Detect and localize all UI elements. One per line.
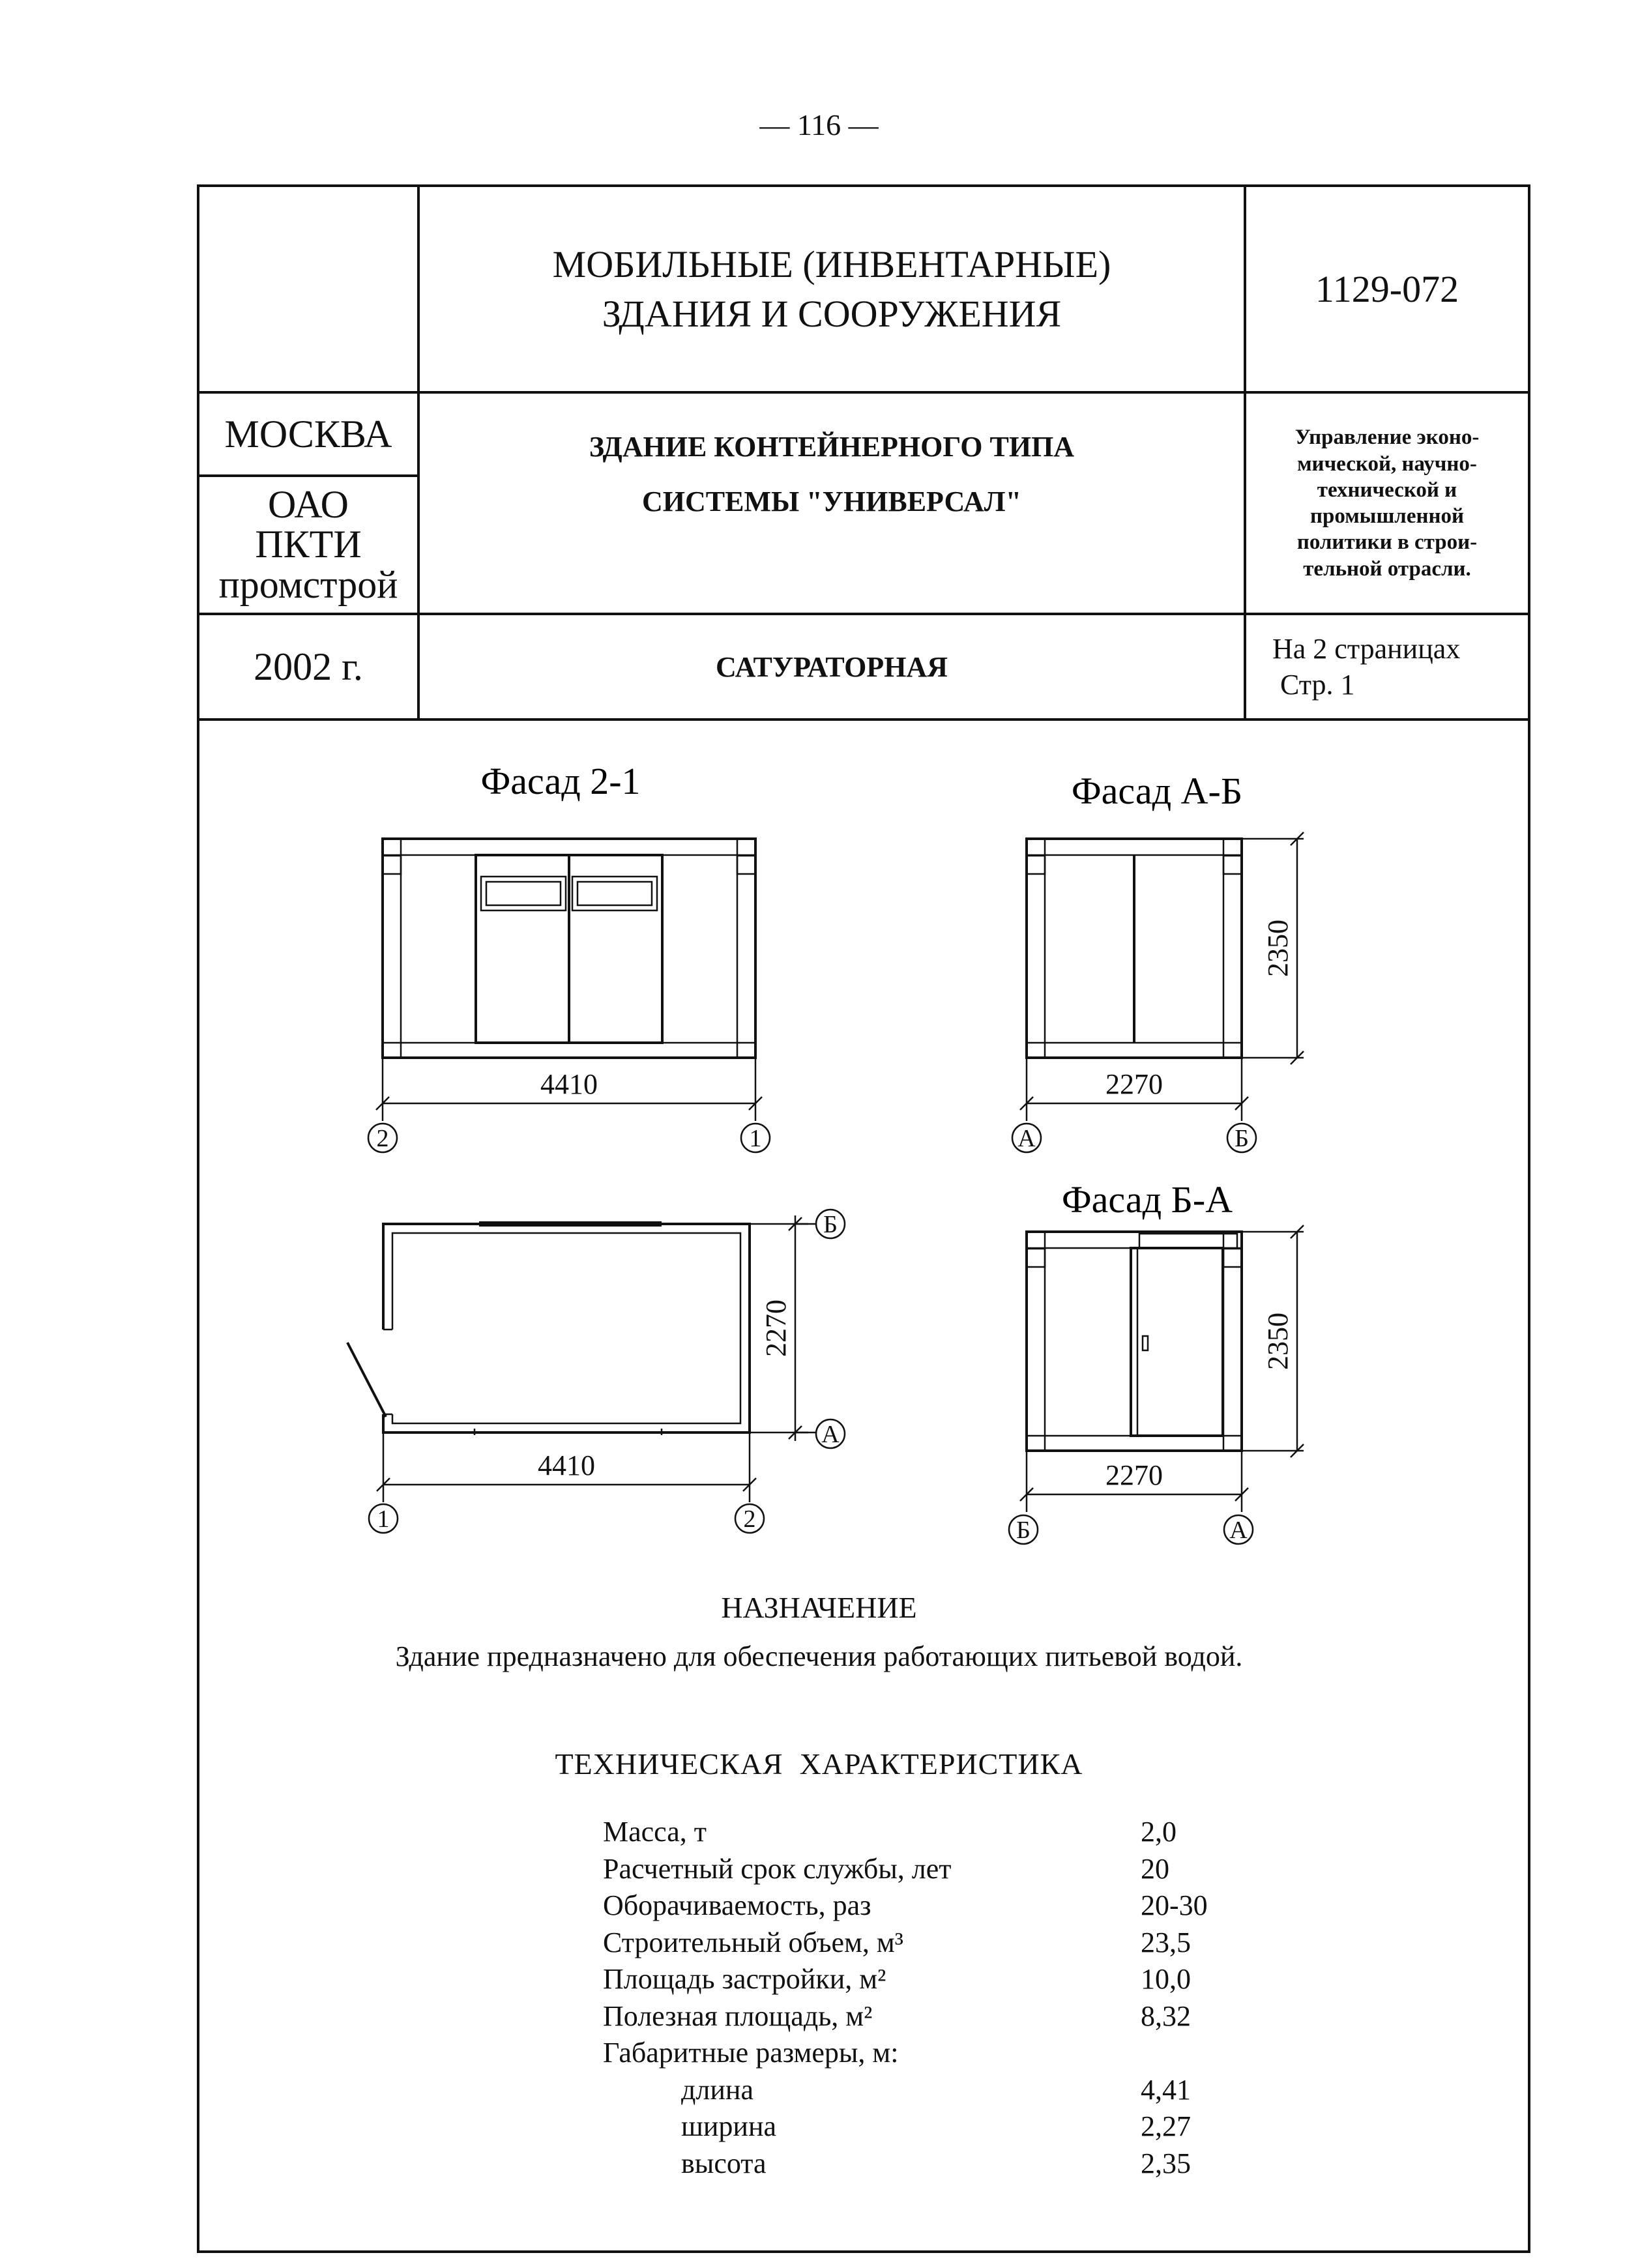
page-count-current: Стр. 1 [1280, 669, 1355, 701]
facade-ba-title: Фасад Б-А [1061, 1178, 1233, 1221]
spec-label: Габаритные размеры, м: [603, 2037, 899, 2069]
facade-ab-drawing [1012, 832, 1304, 1152]
collection-title-line2: ЗДАНИЯ И СООРУЖЕНИЯ [602, 292, 1062, 335]
facade-ab-title: Фасад А-Б [1071, 770, 1243, 812]
dimension-label: 4410 [538, 1449, 595, 1481]
page-count-total: На 2 страницах [1272, 633, 1461, 665]
spec-label: ширина [681, 2110, 777, 2142]
axis-label: 2 [743, 1505, 756, 1533]
facade-21-title: Фасад 2-1 [480, 760, 641, 802]
spec-value: 20 [1141, 1852, 1169, 1885]
purpose-text: Здание предназначено для обеспечения работающих питьевой водой. [395, 1640, 1243, 1672]
city: МОСКВА [224, 412, 392, 456]
spec-label: Полезная площадь, м² [603, 1999, 873, 2032]
spec-label: высота [681, 2147, 767, 2179]
spec-value: 2,27 [1141, 2110, 1191, 2142]
axis-label: Б [1235, 1125, 1249, 1152]
agency-line: промышленной [1309, 504, 1465, 528]
year: 2002 г. [254, 645, 363, 688]
facade-21-drawing [368, 839, 770, 1152]
spec-value: 23,5 [1141, 1926, 1191, 1958]
spec-label: Расчетный срок службы, лет [603, 1852, 952, 1885]
agency-line: тельной отрасли. [1303, 557, 1471, 581]
dimension-label: 2350 [1262, 1313, 1294, 1370]
tech-heading: ТЕХНИЧЕСКАЯ ХАРАКТЕРИСТИКА [555, 1747, 1083, 1781]
organization-line2: ПКТИ [255, 523, 362, 566]
axis-label: 1 [749, 1125, 762, 1152]
axis-label: 2 [376, 1125, 389, 1152]
document-code: 1129-072 [1315, 267, 1459, 310]
facade-ba-drawing [1009, 1225, 1304, 1544]
collection-title-line1: МОБИЛЬНЫЕ (ИНВЕНТАРНЫЕ) [552, 243, 1111, 286]
axis-label: А [1017, 1125, 1036, 1152]
spec-label: длина [681, 2073, 753, 2106]
axis-label: А [821, 1421, 840, 1448]
page-number: — 116 — [759, 108, 879, 141]
agency-line: Управление эконо- [1294, 426, 1480, 450]
spec-label: Оборачиваемость, раз [603, 1889, 871, 1921]
dimension-label: 2270 [1105, 1459, 1163, 1491]
agency-line: технической и [1317, 478, 1457, 502]
spec-value: 2,0 [1141, 1816, 1177, 1848]
organization-line3: промстрой [218, 562, 398, 606]
dimension-label: 4410 [540, 1068, 598, 1100]
organization-line1: ОАО [267, 483, 349, 527]
spec-value: 8,32 [1141, 1999, 1191, 2032]
spec-value: 4,41 [1141, 2073, 1191, 2106]
agency-line: мической, научно- [1297, 452, 1477, 476]
spec-label: Площадь застройки, м² [603, 1963, 886, 1995]
purpose-heading: НАЗНАЧЕНИЕ [721, 1591, 917, 1624]
axis-label: 1 [377, 1505, 390, 1533]
spec-value: 10,0 [1141, 1963, 1191, 1995]
dimension-label: 2350 [1262, 920, 1294, 977]
building-type-line2: СИСТЕМЫ "УНИВЕРСАЛ" [641, 485, 1022, 517]
axis-label: Б [1016, 1517, 1031, 1544]
agency-line: политики в строи- [1296, 531, 1478, 555]
axis-label: А [1229, 1517, 1248, 1544]
dimension-label: 2270 [760, 1300, 792, 1357]
spec-label: Масса, т [603, 1816, 707, 1848]
spec-value: 2,35 [1141, 2147, 1191, 2179]
building-type-line1: ЗДАНИЕ КОНТЕЙНЕРНОГО ТИПА [589, 431, 1075, 463]
spec-value: 20-30 [1141, 1889, 1208, 1921]
document-title: САТУРАТОРНАЯ [716, 650, 948, 683]
axis-label: Б [823, 1211, 838, 1238]
dimension-label: 2270 [1105, 1068, 1163, 1100]
spec-label: Строительный объем, м³ [603, 1926, 903, 1958]
plan-drawing [347, 1210, 845, 1533]
